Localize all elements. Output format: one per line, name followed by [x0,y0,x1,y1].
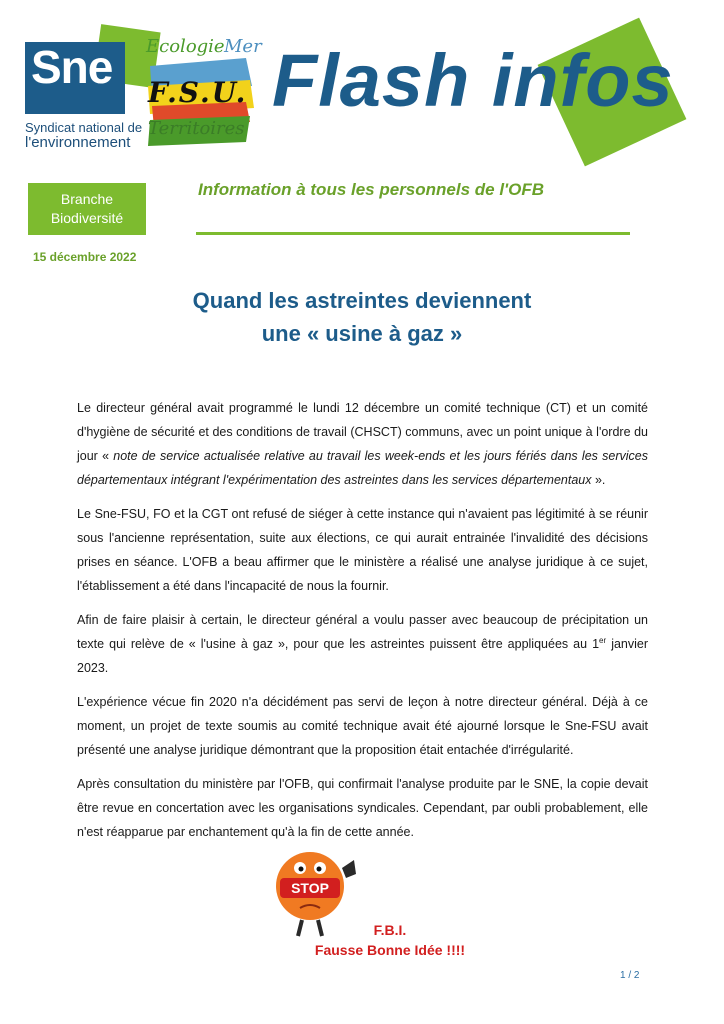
subtitle-underline [196,232,630,235]
information-subtitle: Information à tous les personnels de l'OFB [198,180,544,199]
document-date: 15 décembre 2022 [33,250,137,264]
fsu-logo-main: F.S.U. [148,76,248,109]
branch-badge-line2: Biodiversité [50,210,124,226]
paragraph-3-superscript: er [599,635,607,645]
paragraph-3-end: janvier 2023. [77,637,649,675]
page-number: 1 / 2 [620,970,640,981]
paragraph-1 [77,396,648,492]
flash-infos-title: Flash infos [272,39,674,122]
paragraph-1-quote: note de service actualisée relative au travail les week-ends et les jours fériés dans les services départementaux intégrant l'expérimentation des astreintes dans les services départementaux [77,449,648,487]
branch-badge-line1: Branche [60,191,114,207]
fsu-logo [144,36,264,146]
paragraph-1-end: ». [591,473,606,487]
paragraph-3 [77,608,648,680]
headline-line1: Quand les astreintes deviennent [192,288,532,313]
sne-logo-caption-line2: l'environnement [25,134,131,151]
stop-sign-label: STOP [291,880,329,896]
fsu-logo-territoires: Territoires [148,118,245,139]
fsu-logo-mer: Mer [224,36,262,57]
headline-line2: une « usine à gaz » [261,321,463,346]
paragraph-4: L'expérience vécue fin 2020 n'a décidément pas servi de leçon à notre directeur général. Déjà à ce moment, un projet de texte soumis au comité technique avait été ajourné lorsque le Sne-FSU avait présenté une analyse juridique démontrant que la proposition était entachée d'irrégularité. [77,695,648,757]
fbi-caption-line1: F.B.I. [373,922,407,938]
paragraph-1-text: Le directeur général avait programmé le lundi 12 décembre un comité technique (CT) et un comité d'hygiène de sécurité et des conditions de travail (CHSCT) communs, avec un point unique à l'ordre du jour « [77,401,648,463]
fbi-caption [300,920,480,960]
fsu-logo-ecologie: Ecologie [146,36,225,57]
sne-logo [25,28,143,153]
headline [100,284,624,350]
article-body [77,396,648,854]
sne-logo-caption-line1: Syndicat national de [25,120,143,135]
fbi-caption-line2: Fausse Bonne Idée !!!! [314,942,466,958]
paragraph-5: Après consultation du ministère par l'OFB, qui confirmait l'analyse produite par le SNE, la copie devait être revue en concertation avec les organisations syndicales. Cependant, par oubli probablement, elle n'est réapparue par enchantement qu'à la fin de cette année. [77,777,648,839]
paragraph-3-text: Afin de faire plaisir à certain, le directeur général a voulu passer avec beaucoup de précipitation un texte qui relève de « l'usine à gaz », pour que les astreintes puissent être appliquées au 1 [77,613,648,651]
branch-badge [28,183,146,235]
paragraph-2: Le Sne-FSU, FO et la CGT ont refusé de siéger à cette instance qui n'avaient pas légitimité à se réunir sous l'ancienne représentation, suite aux élections, ce qui aurait entrainée l'invalidité des décisions prises en séance. L'OFB a beau affirmer que le ministère a réalisé une analyse juridique à ce sujet, l'établissement a été dans l'incapacité de nous la fournir. [77,507,648,593]
sne-logo-text: Sne [31,41,113,93]
